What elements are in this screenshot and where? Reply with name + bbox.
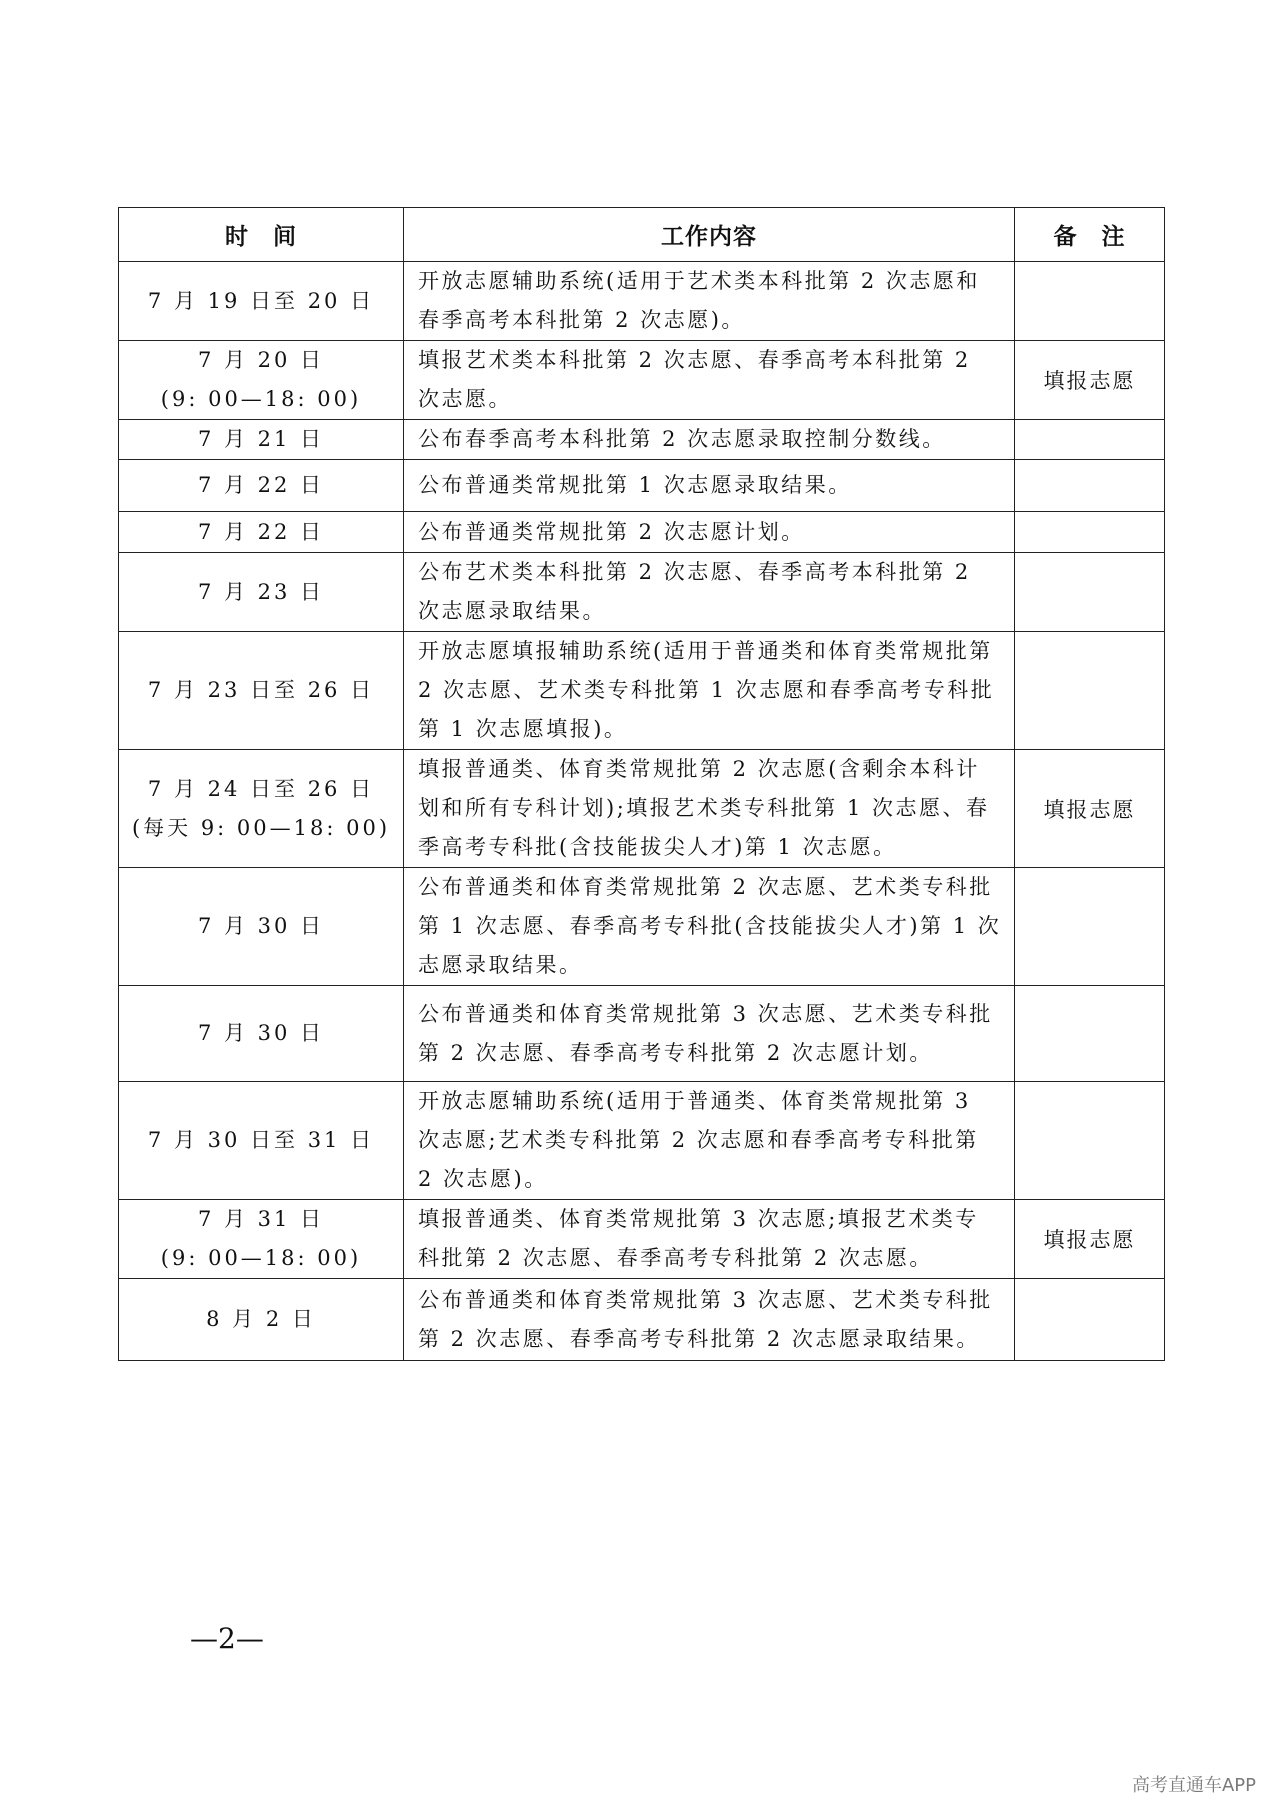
- table-row: [119, 512, 1165, 553]
- time-line: 8 月 2 日: [206, 1307, 316, 1331]
- table-row: [119, 420, 1165, 460]
- time-line: 7 月 22 日: [197, 519, 325, 544]
- time-line: 7 月 31 日: [197, 1207, 325, 1231]
- table-header: [119, 208, 1165, 262]
- note-cell: [1015, 460, 1165, 512]
- time-line: 7 月 23 日: [197, 579, 325, 604]
- page-number: —2—: [190, 1622, 264, 1655]
- time-line: 7 月 20 日: [197, 348, 325, 372]
- watermark-text: 高考直通车APP: [1131, 1775, 1256, 1796]
- time-cell: [119, 1279, 404, 1361]
- content-cell: 填报普通类、体育类常规批第 2 次志愿(含剩余本科计划和所有专科计划);填报艺术类专科批第 1 次志愿、春季高考专科批(含技能拔尖人才)第 1 次志愿。: [404, 750, 1015, 868]
- header-row: [119, 208, 1165, 262]
- time-cell: [119, 868, 404, 986]
- time-cell: [119, 341, 404, 420]
- table-body: [119, 262, 1165, 1361]
- table-row: [119, 868, 1165, 986]
- time-line: 7 月 23 日至 26 日: [147, 678, 375, 702]
- content-cell: 公布普通类常规批第 1 次志愿录取结果。: [404, 460, 1015, 512]
- header-content: 工作内容: [404, 208, 1015, 262]
- note-cell: 填报志愿: [1015, 750, 1165, 868]
- content-cell: 公布普通类和体育类常规批第 2 次志愿、艺术类专科批第 1 次志愿、春季高考专科批(含技能拔尖人才)第 1 次志愿录取结果。: [404, 868, 1015, 986]
- time-line: (每天 9: 00—18: 00): [131, 815, 391, 840]
- table-row: [119, 750, 1165, 868]
- note-cell: [1015, 986, 1165, 1082]
- time-line: 7 月 19 日至 20 日: [147, 288, 375, 313]
- time-cell: [119, 262, 404, 341]
- time-cell: [119, 553, 404, 632]
- table-row: [119, 262, 1165, 341]
- time-line: 7 月 30 日: [197, 1021, 325, 1045]
- note-cell: [1015, 1082, 1165, 1200]
- content-cell: 公布普通类和体育类常规批第 3 次志愿、艺术类专科批第 2 次志愿、春季高考专科批第 2 次志愿录取结果。: [404, 1279, 1015, 1361]
- time-line: (9: 00—18: 00): [160, 387, 362, 411]
- time-cell: [119, 632, 404, 750]
- content-cell: 开放志愿辅助系统(适用于普通类、体育类常规批第 3 次志愿;艺术类专科批第 2 次志愿和春季高考专科批第 2 次志愿)。: [404, 1082, 1015, 1200]
- header-note: 备 注: [1015, 208, 1165, 262]
- time-line: 7 月 24 日至 26 日: [147, 776, 375, 801]
- table-row: [119, 1200, 1165, 1279]
- time-line: 7 月 30 日至 31 日: [147, 1128, 375, 1152]
- note-cell: [1015, 512, 1165, 553]
- time-cell: [119, 1082, 404, 1200]
- content-cell: 填报艺术类本科批第 2 次志愿、春季高考本科批第 2 次志愿。: [404, 341, 1015, 420]
- table-row: [119, 632, 1165, 750]
- note-cell: [1015, 420, 1165, 460]
- content-cell: 公布普通类和体育类常规批第 3 次志愿、艺术类专科批第 2 次志愿、春季高考专科批第 2 次志愿计划。: [404, 986, 1015, 1082]
- time-line: 7 月 22 日: [197, 473, 325, 497]
- table-row: [119, 1279, 1165, 1361]
- table-row: [119, 341, 1165, 420]
- content-cell: 公布普通类常规批第 2 次志愿计划。: [404, 512, 1015, 553]
- content-cell: 开放志愿辅助系统(适用于艺术类本科批第 2 次志愿和春季高考本科批第 2 次志愿)。: [404, 262, 1015, 341]
- table-row: [119, 553, 1165, 632]
- note-cell: 填报志愿: [1015, 341, 1165, 420]
- time-cell: [119, 1200, 404, 1279]
- note-cell: [1015, 868, 1165, 986]
- table-row: [119, 1082, 1165, 1200]
- time-cell: [119, 750, 404, 868]
- note-cell: [1015, 632, 1165, 750]
- time-cell: [119, 512, 404, 553]
- time-cell: [119, 986, 404, 1082]
- time-line: 7 月 30 日: [197, 914, 325, 938]
- time-cell: [119, 420, 404, 460]
- content-cell: 开放志愿填报辅助系统(适用于普通类和体育类常规批第 2 次志愿、艺术类专科批第 1 次志愿和春季高考专科批第 1 次志愿填报)。: [404, 632, 1015, 750]
- content-cell: 公布春季高考本科批第 2 次志愿录取控制分数线。: [404, 420, 1015, 460]
- note-cell: [1015, 553, 1165, 632]
- content-cell: 填报普通类、体育类常规批第 3 次志愿;填报艺术类专科批第 2 次志愿、春季高考专科批第 2 次志愿。: [404, 1200, 1015, 1279]
- schedule-table: [118, 207, 1165, 1361]
- header-time: 时 间: [119, 208, 404, 262]
- table-row: [119, 460, 1165, 512]
- content-cell: 公布艺术类本科批第 2 次志愿、春季高考本科批第 2 次志愿录取结果。: [404, 553, 1015, 632]
- note-cell: [1015, 1279, 1165, 1361]
- time-line: (9: 00—18: 00): [160, 1246, 362, 1270]
- time-cell: [119, 460, 404, 512]
- note-cell: [1015, 262, 1165, 341]
- note-cell: 填报志愿: [1015, 1200, 1165, 1279]
- time-line: 7 月 21 日: [197, 427, 325, 451]
- table-row: [119, 986, 1165, 1082]
